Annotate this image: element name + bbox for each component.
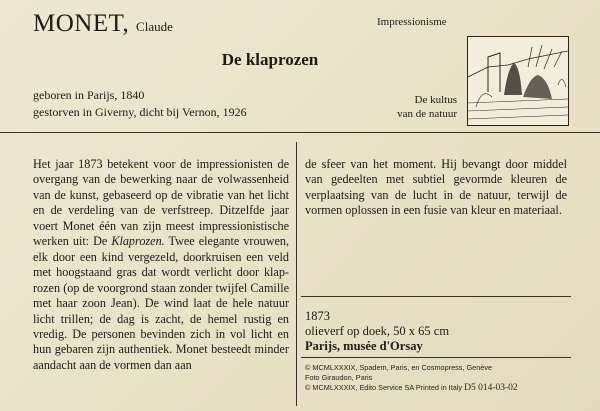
credit-line-1: © MCMLXXXIX, Spadem, Paris, en Cosmopress, Genève [305,363,493,372]
credit-line-3-text: © MCMLXXXIX, Edito Service SA Printed in Italy [305,383,463,392]
artist-name [33,10,173,38]
artwork-location: Parijs, musée d'Orsay [305,339,423,353]
credit-line-2: Foto Giraudon, Paris [305,373,373,382]
born-text: geboren in Parijs, 1840 [33,88,145,102]
artwork-meta [305,309,449,354]
meta-bottom-divider [301,357,571,358]
body-text-2: Twee elegante vrouwen, elk door een kind vergezeld, doorkruisen een veld met hoogstaand gras dat wordt verlicht door klap-rozen (op de voorgrond staan zonder twijfel Camille met haar zoon Jean). De wind laat de hele natuur licht trillen; de dag is zacht, de hemel rustig en vredig. De personen bevinden zich in vol licht en hun gebaren zijn authentiek. Monet besteedt minder aandacht aan de vormen dan aan [33,234,289,372]
meta-top-divider [301,296,571,297]
painting-title-italic: Klaprozen. [111,234,165,249]
artist-bio [33,87,247,121]
artist-firstname: Claude [136,19,173,34]
credit-line-3 [305,383,518,393]
artwork-medium: olieverf op doek, 50 x 65 cm [305,324,450,338]
theme-line-2: van de natuur [397,108,457,120]
page-title: De klaprozen [221,50,319,69]
credits [305,363,518,393]
body-column-2 [305,157,567,219]
theme-line-1: De kultus [414,94,457,106]
theme-label [397,93,457,121]
thumbnail-illustration [467,36,569,126]
body-column-1 [33,157,289,373]
movement-label: Impressionisme [377,16,447,28]
body-text-1: Het jaar 1873 betekent voor de impressionisten de overgang van de bewerking naar de volwassenheid van de kunst, gebaseerd op de vibratie van het licht en de verdeling van de verfstreep. Ditzelfde jaar voert Monet één van zijn meest impressionistische werken uit: De [33,157,289,249]
artwork-year: 1873 [305,309,330,323]
body-paragraph-2: de sfeer van het moment. Hij bevangt door middel van gedeelten met subtiel gevormde kleuren de verplaatsing van de lucht in de natuur, terwijl de vormen oplossen in een fusie van kleur en materiaal. [305,157,567,218]
header-divider [0,132,600,133]
column-divider [296,142,297,406]
body-paragraph-1 [33,157,289,373]
died-text: gestorven in Giverny, dicht bij Vernon, 1926 [33,105,247,119]
artist-surname: MONET, [33,10,130,37]
card-code: D5 014-03-02 [464,383,518,393]
